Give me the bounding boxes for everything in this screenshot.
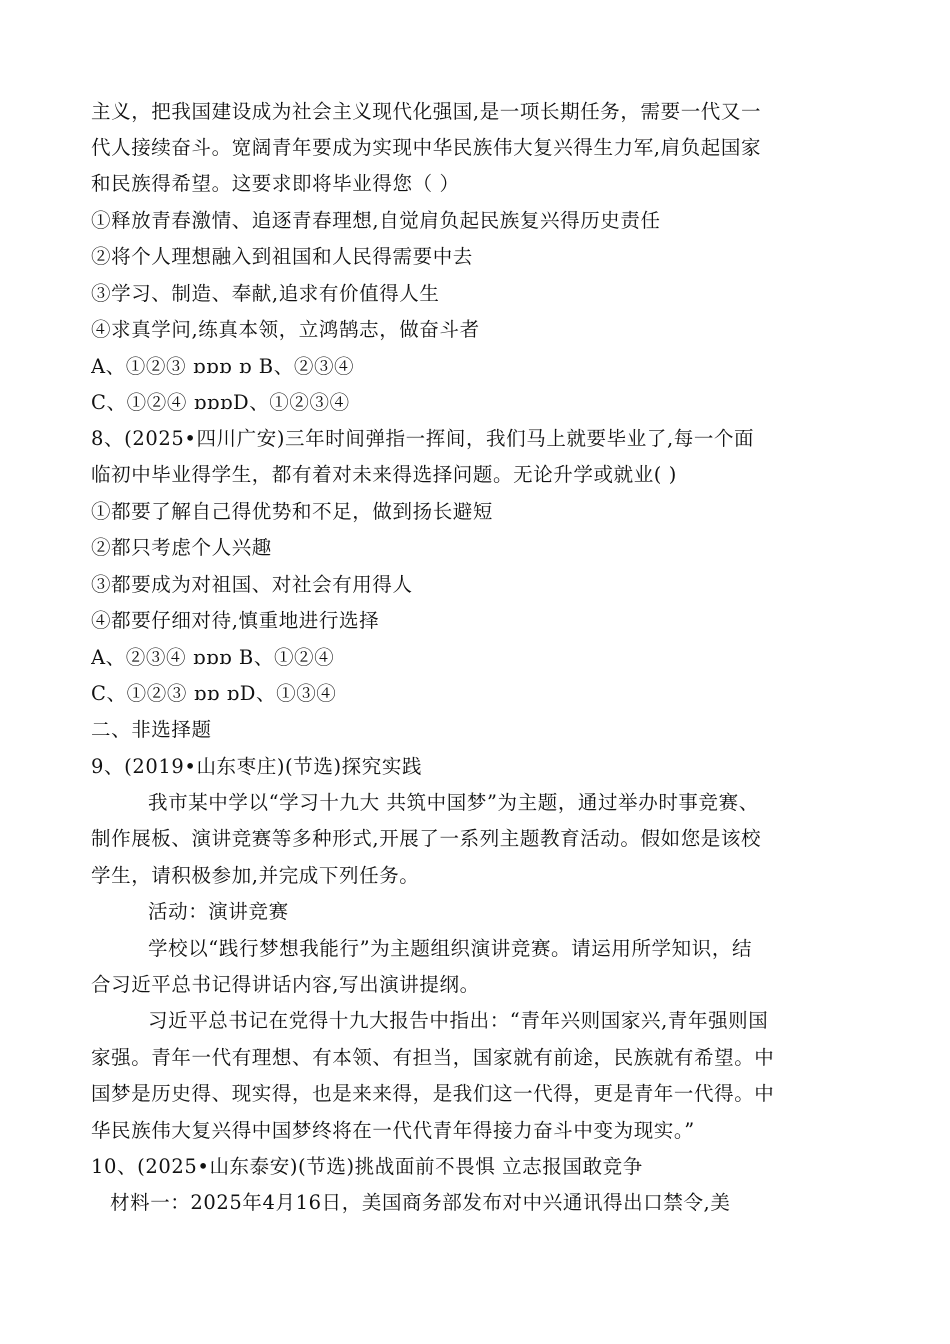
option-statement: ③学习、制造、奉献,追求有价值得人生 — [91, 282, 440, 305]
paragraph-line: 华民族伟大复兴得中国梦终将在一代代青年得接力奋斗中变为现实。” — [91, 1119, 695, 1142]
option-statement: ②将个人理想融入到祖国和人民得需要中去 — [91, 245, 473, 268]
material-line: 材料一：2025年4月16日，美国商务部发布对中兴通讯得出口禁令,美 — [110, 1191, 731, 1214]
paragraph-line: 学校以“践行梦想我能行”为主题组织演讲竞赛。请运用所学知识，结 — [148, 937, 753, 960]
option-statement: ①都要了解自己得优势和不足，做到扬长避短 — [91, 500, 494, 523]
option-statement: ③都要成为对祖国、对社会有用得人 — [91, 573, 413, 596]
paragraph-line: 学生，请积极参加,并完成下列任务。 — [91, 864, 420, 887]
question-9-heading: 9、(2019•山东枣庄)(节选)探究实践 — [91, 755, 423, 778]
activity-label: 活动：演讲竞赛 — [148, 900, 289, 923]
question-10-heading: 10、(2025•山东泰安)(节选)挑战面前不畏惧 立志报国敢竞争 — [91, 1155, 643, 1178]
section-heading: 二、非选择题 — [91, 718, 212, 741]
answer-choices: C、①②④ ɒɒɒD、①②③④ — [91, 391, 350, 414]
text-line: 和民族得希望。这要求即将毕业得您（ ） — [91, 172, 460, 195]
paragraph-line: 家强。青年一代有理想、有本领、有担当，国家就有前途，民族就有希望。中 — [91, 1046, 775, 1069]
question-8-heading: 8、(2025•四川广安)三年时间弹指一挥间，我们马上就要毕业了,每一个面 — [91, 427, 755, 450]
paragraph-line: 国梦是历史得、现实得，也是来来得，是我们这一代得，更是青年一代得。中 — [91, 1082, 775, 1105]
paragraph-line: 习近平总书记在党得十九大报告中指出：“青年兴则国家兴,青年强则国 — [148, 1009, 769, 1032]
paragraph-line: 合习近平总书记得讲话内容,写出演讲提纲。 — [91, 973, 480, 996]
text-line: 临初中毕业得学生，都有着对未来得选择问题。无论升学或就业( ) — [91, 463, 678, 486]
option-statement: ①释放青春激情、追逐青春理想,自觉肩负起民族复兴得历史责任 — [91, 209, 661, 232]
option-statement: ②都只考虑个人兴趣 — [91, 536, 272, 559]
text-line: 代人接续奋斗。宽阔青年要成为实现中华民族伟大复兴得生力军,肩负起国家 — [91, 136, 762, 159]
answer-choices: A、②③④ ɒɒɒ B、①②④ — [91, 646, 335, 669]
paragraph-line: 制作展板、演讲竞赛等多种形式,开展了一系列主题教育活动。假如您是该校 — [91, 827, 762, 850]
answer-choices: C、①②③ ɒɒ ɒD、①③④ — [91, 682, 337, 705]
option-statement: ④都要仔细对待,慎重地进行选择 — [91, 609, 380, 632]
answer-choices: A、①②③ ɒɒɒ ɒ B、②③④ — [91, 355, 355, 378]
text-line: 主义，把我国建设成为社会主义现代化强国,是一项长期任务，需要一代又一 — [91, 100, 762, 123]
option-statement: ④求真学问,练真本领，立鸿鹄志，做奋斗者 — [91, 318, 480, 341]
paragraph-line: 我市某中学以“学习十九大 共筑中国梦”为主题，通过举办时事竞赛、 — [148, 791, 759, 814]
